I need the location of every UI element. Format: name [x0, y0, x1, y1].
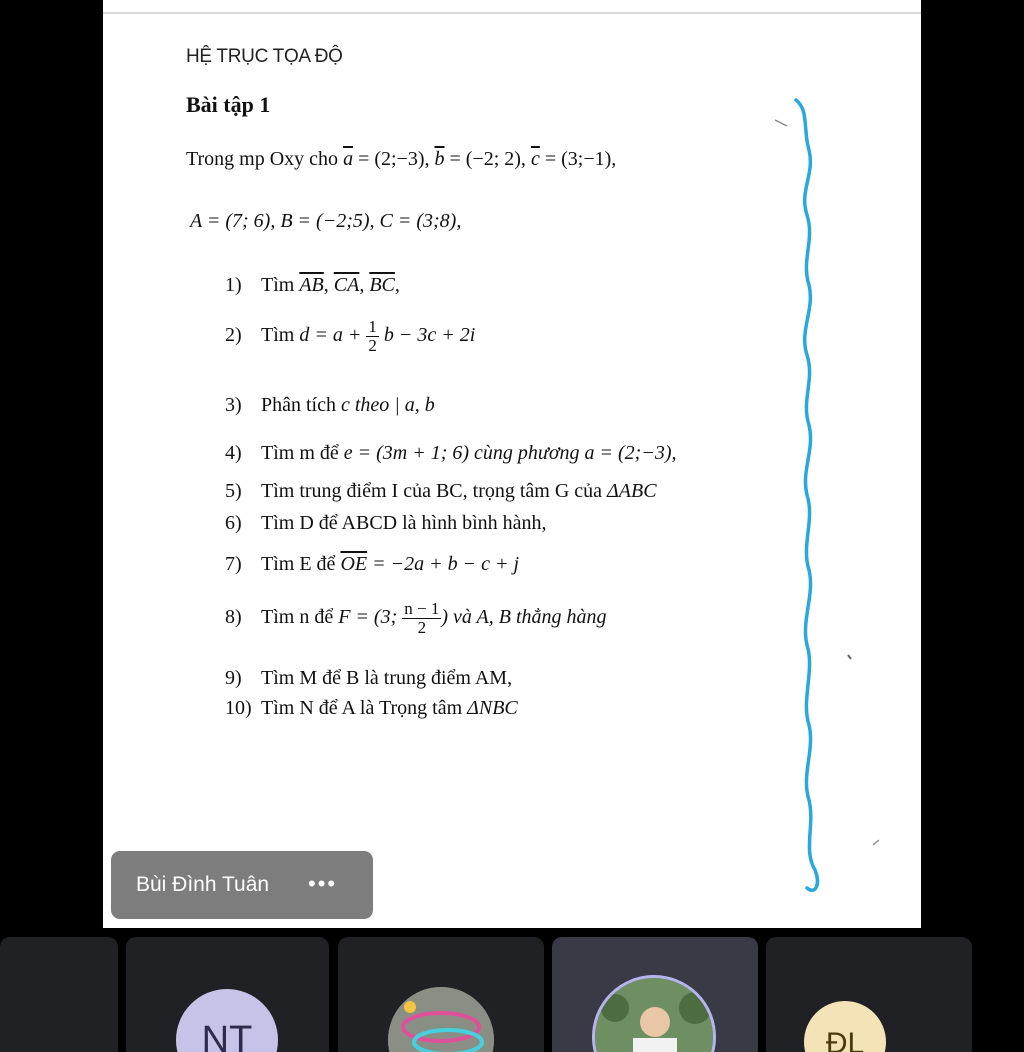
- shared-document: [103, 0, 921, 928]
- vector-c-value: = (3;−1),: [539, 148, 617, 170]
- item-number: 4): [225, 442, 242, 464]
- exercise-title: Bài tập 1: [186, 92, 271, 117]
- intro-line-2: A = (7; 6), B = (−2;5), C = (3;8),: [190, 210, 462, 232]
- participant-tile-photo-2-active[interactable]: [552, 937, 758, 1052]
- item-number: 1): [225, 274, 242, 296]
- pen-stroke-curly-brace: [796, 100, 817, 890]
- item-expression: ΔNBC: [467, 697, 518, 719]
- avatar-photo-active-image: [595, 978, 715, 1052]
- item-text: Tìm E để: [261, 553, 336, 575]
- item-expression: e = (3m + 1; 6) cùng phương a = (2;−3),: [338, 442, 677, 464]
- vector-ca: $\overline{CA}$: [333, 274, 360, 296]
- item-end: ,: [394, 274, 400, 296]
- avatar-photo-image: [388, 987, 494, 1052]
- item-text: Phân tích: [261, 394, 336, 416]
- separator: ,: [359, 274, 370, 296]
- fraction-denominator: 2: [368, 336, 377, 355]
- participant-tile-photo-1[interactable]: [338, 937, 544, 1052]
- item-text: Tìm trung điểm I của BC, trọng tâm G của: [261, 480, 608, 502]
- separator: ,: [323, 274, 334, 296]
- item-expression: b − 3c + 2i: [378, 324, 476, 347]
- document-heading: HỆ TRỤC TỌA ĐỘ: [186, 46, 343, 67]
- pen-stroke-tick: [775, 120, 787, 126]
- item-text: Tìm: [261, 324, 295, 347]
- item-text: Tìm: [261, 274, 295, 296]
- participant-tile-partial[interactable]: [0, 937, 118, 1052]
- item-number: 6): [225, 512, 242, 534]
- vector-oe: $\overline{OE}$: [340, 553, 368, 575]
- item-text: Tìm M để B là trung điểm AM,: [261, 667, 513, 689]
- avatar-dl: ĐL: [804, 1001, 886, 1052]
- fraction-denominator: 2: [417, 618, 427, 637]
- item-number: 5): [225, 480, 242, 502]
- avatar-nt: NT: [176, 989, 278, 1052]
- presenter-name: Bùi Đình Tuân: [136, 873, 270, 896]
- pen-stroke-dot: [848, 655, 851, 659]
- item-expression: d = a +: [294, 324, 367, 347]
- avatar-photo-active: [592, 975, 716, 1052]
- vector-b-value: = (−2; 2),: [444, 148, 531, 170]
- item-text: Tìm m để: [261, 442, 339, 464]
- item-number: 7): [225, 553, 242, 575]
- item-expression: ΔABC: [607, 480, 657, 502]
- vector-a-value: = (2;−3),: [353, 148, 435, 170]
- vector-ab: $\overline{AB}$: [299, 274, 324, 296]
- vector-bc: $\overline{BC}$: [369, 274, 395, 296]
- item-number: 2): [225, 324, 242, 347]
- intro-prefix: Trong mp Oxy cho: [186, 148, 344, 170]
- avatar-photo: [388, 987, 494, 1052]
- item-number: 9): [225, 667, 242, 689]
- item-text: Tìm D để ABCD là hình bình hành,: [261, 512, 547, 534]
- item-expression: ) và A, B thẳng hàng: [441, 606, 607, 629]
- pen-annotation: [103, 0, 921, 928]
- more-options-button[interactable]: •••: [308, 871, 338, 896]
- item-text: Tìm n để: [261, 606, 334, 629]
- item-expression: F = (3;: [333, 606, 403, 629]
- item-expression: c theo | a, b: [336, 394, 435, 416]
- participant-tile-dl[interactable]: [766, 937, 972, 1052]
- vector-c: $\overline{c}$: [530, 148, 540, 170]
- item-text: Tìm N để A là Trọng tâm: [261, 697, 468, 719]
- fraction-numerator: n − 1: [404, 599, 440, 618]
- fraction-numerator: 1: [368, 317, 377, 336]
- vector-a: $\overline{a}$: [343, 148, 354, 170]
- item-number: 10): [225, 697, 252, 719]
- participant-tile-nt[interactable]: [126, 937, 329, 1052]
- item-number: 3): [225, 394, 242, 416]
- vector-b: $\overline{b}$: [434, 148, 445, 170]
- item-number: 8): [225, 606, 242, 629]
- presenter-name-tag: [111, 851, 373, 919]
- pen-stroke-dash: [873, 840, 879, 845]
- item-expression: = −2a + b − c + j: [367, 553, 520, 575]
